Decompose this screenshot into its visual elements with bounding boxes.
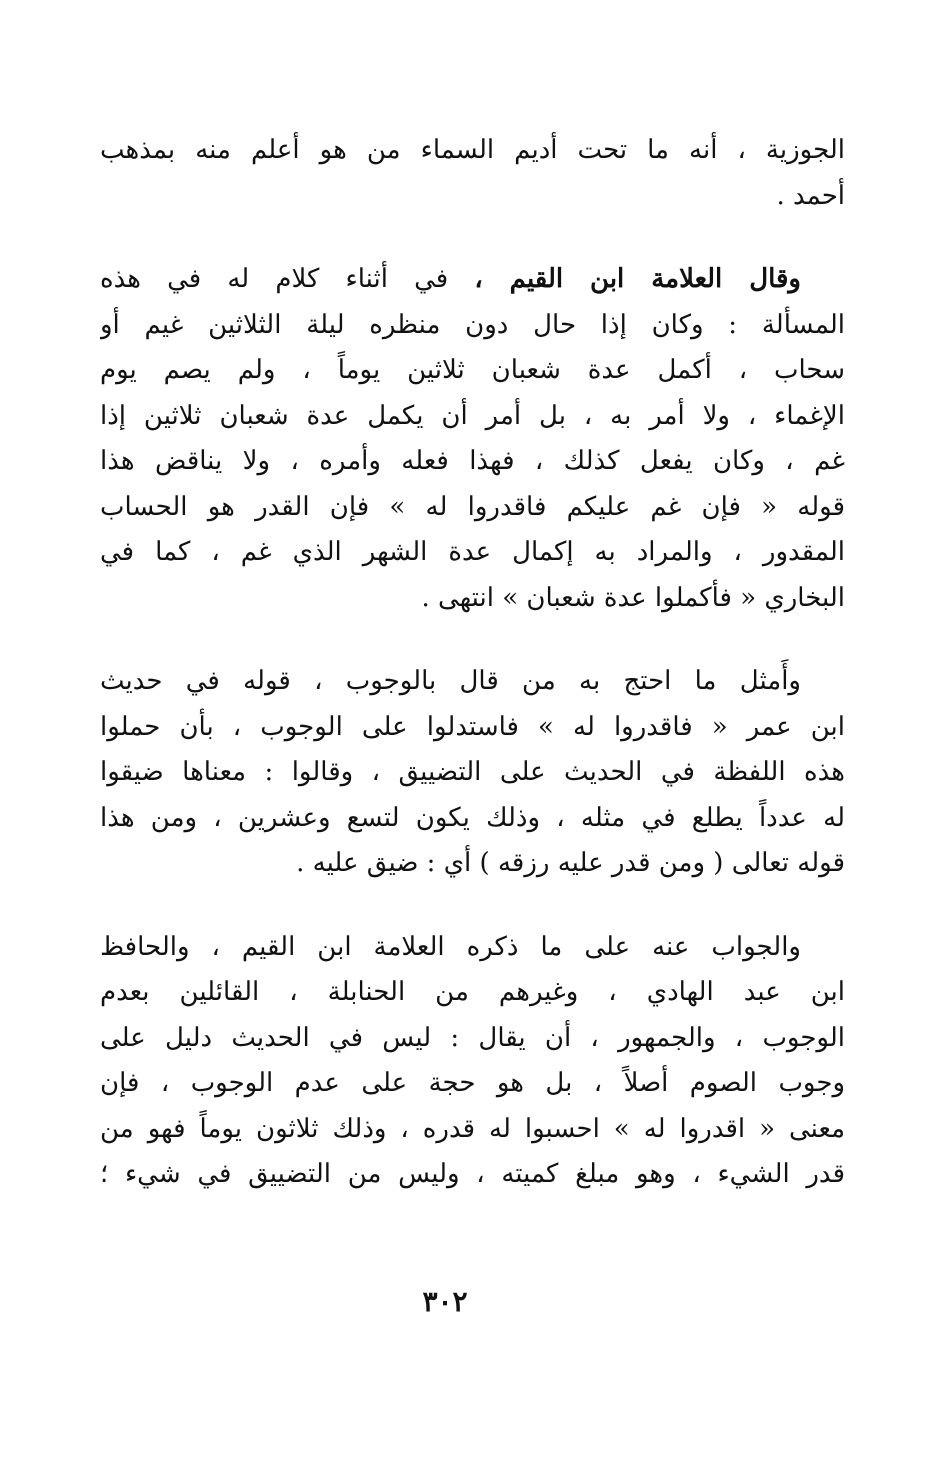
text-line: ابن عبد الهادي ، وغيرهم من الحنابلة ، القائلين بعدم — [100, 977, 845, 1007]
text-line: قدر الشيء ، وهو مبلغ كميته ، وليس من التضييق في شيء ؛ — [100, 1159, 845, 1189]
text-line: البخاري « فأكملوا عدة شعبان » انتهى . — [421, 582, 845, 613]
text-line-rest: في أثناء كلام له في هذه — [100, 264, 475, 294]
text-line: سحاب ، أكمل عدة شعبان ثلاثين يوماً ، ولم يصم يوم — [100, 355, 845, 385]
text-line: ابن عمر « فاقدروا له » فاستدلوا على الوجوب ، بأن حملوا — [100, 711, 845, 742]
text-line — [100, 257, 845, 303]
text-line: قوله تعالى ( ومن قدر عليه رزقه ) أي : ضيق عليه . — [296, 848, 845, 878]
text-line: هذه اللفظة في الحديث على التضييق ، وقالوا : معناها ضيقوا — [100, 757, 845, 787]
text-line: الجوزية ، أنه ما تحت أديم السماء من هو أعلم منه بمذهب — [100, 135, 845, 165]
bold-lead-text: وقال العلامة ابن القيم ، — [474, 264, 801, 294]
text-line: غم ، وكان يفعل كذلك ، فهذا فعله وأمره ، ولا يناقض هذا — [100, 446, 845, 476]
text-line: المسألة : وكان إذا حال دون منظره ليلة الثلاثين غيم أو — [100, 309, 845, 340]
paragraph-1 — [100, 128, 845, 219]
text-line: له عدداً يطلع في مثله ، وذلك يكون لتسع وعشرين ، ومن هذا — [100, 802, 845, 833]
text-line: وأَمثل ما احتج به من قال بالوجوب ، قوله في حديث — [100, 666, 801, 696]
text-line: والجواب عنه على ما ذكره العلامة ابن القيم ، والحافظ — [100, 931, 801, 962]
text-line: قوله « فإن غم عليكم فاقدروا له » فإن القدر هو الحساب — [100, 491, 845, 522]
text-line: معنى « اقدروا له » احسبوا له قدره ، وذلك ثلاثون يوماً فهو من — [100, 1113, 845, 1144]
paragraph-2 — [100, 257, 845, 621]
page-body — [100, 128, 845, 1236]
text-line: الوجوب ، والجمهور ، أن يقال : ليس في الحديث دليل على — [100, 1022, 845, 1053]
paragraph-4 — [100, 925, 845, 1198]
text-line: أحمد . — [776, 180, 845, 211]
page-number: ٣٠٢ — [422, 1285, 468, 1318]
paragraph-3 — [100, 659, 845, 887]
text-line: المقدور ، والمراد به إكمال عدة الشهر الذي غم ، كما في — [100, 537, 845, 567]
text-line: وجوب الصوم أصلاً ، بل هو حجة على عدم الوجوب ، فإن — [100, 1068, 845, 1098]
text-line: الإغماء ، ولا أمر به ، بل أمر أن يكمل عدة شعبان ثلاثين إذا — [100, 400, 845, 431]
